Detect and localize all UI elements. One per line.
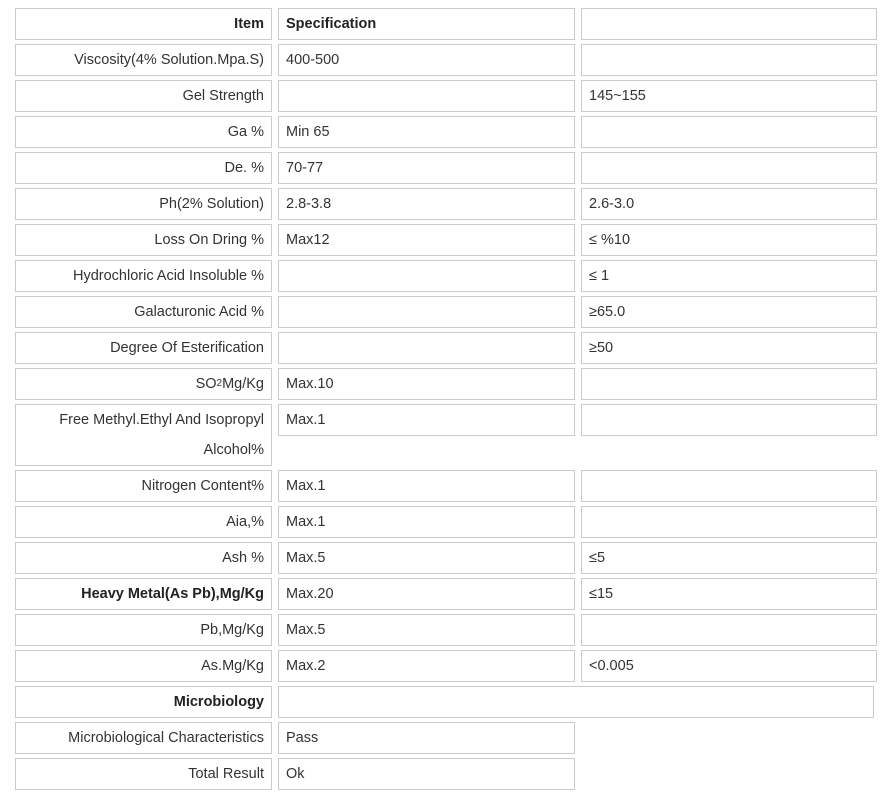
table-row [12,296,880,328]
row-spec: 400-500 [278,44,575,76]
row-spec: Max.1 [278,404,575,436]
row-spec2: ≤15 [581,578,877,610]
row-spec2 [581,116,877,148]
row-spec: Max.5 [278,614,575,646]
header-col3 [581,8,877,40]
row-spec2 [581,470,877,502]
row-spec2: ≥65.0 [581,296,877,328]
row-item-line2: Alcohol% [203,442,264,458]
row-spec2: ≤ 1 [581,260,877,292]
table-row [12,650,880,682]
row-spec2 [581,404,877,436]
header-row [12,8,880,40]
row-item: Hydrochloric Acid Insoluble % [15,260,272,292]
table-row [12,80,880,112]
row-item: As.Mg/Kg [15,650,272,682]
row-spec2: 145~155 [581,80,877,112]
row-spec2 [581,152,877,184]
table-row [12,404,880,466]
row-item-suffix: Mg/Kg [222,376,264,392]
row-spec: Max.20 [278,578,575,610]
row-item: Ash % [15,542,272,574]
table-row [12,506,880,538]
row-spec [278,260,575,292]
row-spec [278,80,575,112]
row-spec: 70-77 [278,152,575,184]
row-spec: Max.1 [278,506,575,538]
row-spec2 [581,614,877,646]
table-row [12,470,880,502]
row-spec2 [581,368,877,400]
row-value: Ok [278,758,575,790]
row-spec2: <0.005 [581,650,877,682]
table-row [12,224,880,256]
table-row [12,188,880,220]
row-item: Ph(2% Solution) [15,188,272,220]
row-item: Heavy Metal(As Pb),Mg/Kg [15,578,272,610]
row-item: Aia,% [15,506,272,538]
row-item [15,404,272,466]
row-spec2 [581,506,877,538]
microbiology-header-row [12,686,880,718]
row-item: Nitrogen Content% [15,470,272,502]
row-item: Pb,Mg/Kg [15,614,272,646]
row-spec [278,296,575,328]
table-row [12,332,880,364]
row-item: Degree Of Esterification [15,332,272,364]
table-row [12,44,880,76]
row-item: Viscosity(4% Solution.Mpa.S) [15,44,272,76]
row-spec2: ≥50 [581,332,877,364]
row-spec [278,332,575,364]
table-row [12,542,880,574]
row-spec2: ≤5 [581,542,877,574]
row-spec: 2.8-3.8 [278,188,575,220]
row-item: Total Result [15,758,272,790]
row-spec: Max.10 [278,368,575,400]
header-specification: Specification [278,8,575,40]
table-row [12,614,880,646]
row-item: De. % [15,152,272,184]
row-spec: Max12 [278,224,575,256]
row-item: Galacturonic Acid % [15,296,272,328]
row-item: Loss On Dring % [15,224,272,256]
table-row [12,368,880,400]
specification-table [12,8,880,794]
row-spec2 [581,44,877,76]
table-row [12,152,880,184]
row-value: Pass [278,722,575,754]
row-item: Ga % [15,116,272,148]
table-row [12,578,880,610]
row-item: Gel Strength [15,80,272,112]
table-row [12,758,880,790]
row-item: SO 2 Mg/Kg [15,368,272,400]
table-row [12,116,880,148]
header-item: Item [15,8,272,40]
table-row [12,722,880,754]
row-spec: Max.1 [278,470,575,502]
microbiology-section-label: Microbiology [15,686,272,718]
row-item-line1: Free Methyl.Ethyl And Isopropyl [59,412,264,428]
row-item: Microbiological Characteristics [15,722,272,754]
microbiology-empty-cell [278,686,874,718]
row-spec: Max.5 [278,542,575,574]
row-spec: Max.2 [278,650,575,682]
row-spec: Min 65 [278,116,575,148]
row-spec2: ≤ %10 [581,224,877,256]
table-row [12,260,880,292]
row-item-prefix: SO [195,376,217,392]
row-spec2: 2.6-3.0 [581,188,877,220]
